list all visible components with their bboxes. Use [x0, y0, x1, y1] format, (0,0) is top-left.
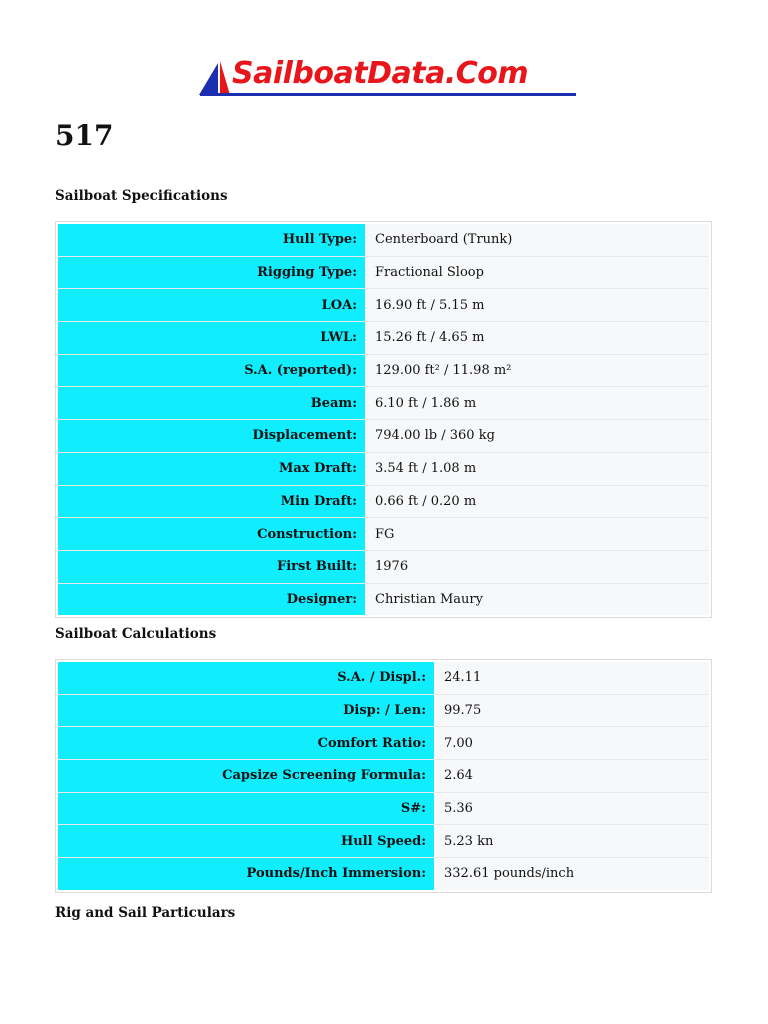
- row-value: 3.54 ft / 1.08 m: [366, 453, 709, 485]
- row-value: 15.26 ft / 4.65 m: [366, 322, 709, 354]
- table-row: [58, 583, 709, 616]
- table-row: [58, 224, 709, 256]
- page-title: 517: [55, 119, 114, 152]
- row-value: Christian Maury: [366, 584, 709, 616]
- row-value: 794.00 lb / 360 kg: [366, 420, 709, 452]
- table-row: [58, 792, 709, 825]
- row-label: Construction:: [58, 518, 366, 550]
- row-value: 129.00 ft² / 11.98 m²: [366, 355, 709, 387]
- row-label: Pounds/Inch Immersion:: [58, 858, 435, 890]
- row-value: 24.11: [435, 662, 709, 694]
- table-row: [58, 694, 709, 727]
- row-value: 16.90 ft / 5.15 m: [366, 289, 709, 321]
- row-value: 0.66 ft / 0.20 m: [366, 486, 709, 518]
- table-row: [58, 354, 709, 387]
- table-row: [58, 517, 709, 550]
- logo-text: SailboatData.Com: [232, 56, 529, 91]
- table-row: [58, 662, 709, 694]
- row-value: 99.75: [435, 695, 709, 727]
- row-value: 6.10 ft / 1.86 m: [366, 387, 709, 419]
- sailboat-logo-icon: [196, 59, 232, 95]
- row-label: S.A. (reported):: [58, 355, 366, 387]
- rig-heading: Rig and Sail Particulars: [55, 905, 236, 921]
- row-label: Capsize Screening Formula:: [58, 760, 435, 792]
- row-value: 5.36: [435, 793, 709, 825]
- table-row: [58, 550, 709, 583]
- site-logo[interactable]: [196, 56, 580, 100]
- row-label: First Built:: [58, 551, 366, 583]
- row-value: 1976: [366, 551, 709, 583]
- row-value: Centerboard (Trunk): [366, 224, 709, 256]
- row-value: Fractional Sloop: [366, 257, 709, 289]
- row-label: Hull Speed:: [58, 825, 435, 857]
- table-row: [58, 485, 709, 518]
- row-label: Min Draft:: [58, 486, 366, 518]
- table-row: [58, 419, 709, 452]
- table-row: [58, 824, 709, 857]
- calculations-heading: Sailboat Calculations: [55, 626, 217, 642]
- row-label: Beam:: [58, 387, 366, 419]
- row-label: Disp: / Len:: [58, 695, 435, 727]
- row-value: 7.00: [435, 727, 709, 759]
- row-label: Displacement:: [58, 420, 366, 452]
- specs-heading: Sailboat Specifications: [55, 188, 228, 204]
- row-label: S.A. / Displ.:: [58, 662, 435, 694]
- row-value: 2.64: [435, 760, 709, 792]
- table-row: [58, 256, 709, 289]
- row-label: Hull Type:: [58, 224, 366, 256]
- calculations-table: [55, 659, 712, 893]
- specifications-table: [55, 221, 712, 618]
- table-row: [58, 726, 709, 759]
- logo-underline: [200, 93, 576, 96]
- row-label: Max Draft:: [58, 453, 366, 485]
- row-label: LWL:: [58, 322, 366, 354]
- row-value: FG: [366, 518, 709, 550]
- table-row: [58, 759, 709, 792]
- row-value: 5.23 kn: [435, 825, 709, 857]
- row-label: S#:: [58, 793, 435, 825]
- table-row: [58, 386, 709, 419]
- table-row: [58, 288, 709, 321]
- table-row: [58, 452, 709, 485]
- row-label: Comfort Ratio:: [58, 727, 435, 759]
- row-label: Rigging Type:: [58, 257, 366, 289]
- row-label: Designer:: [58, 584, 366, 616]
- row-value: 332.61 pounds/inch: [435, 858, 709, 890]
- table-row: [58, 321, 709, 354]
- row-label: LOA:: [58, 289, 366, 321]
- table-row: [58, 857, 709, 890]
